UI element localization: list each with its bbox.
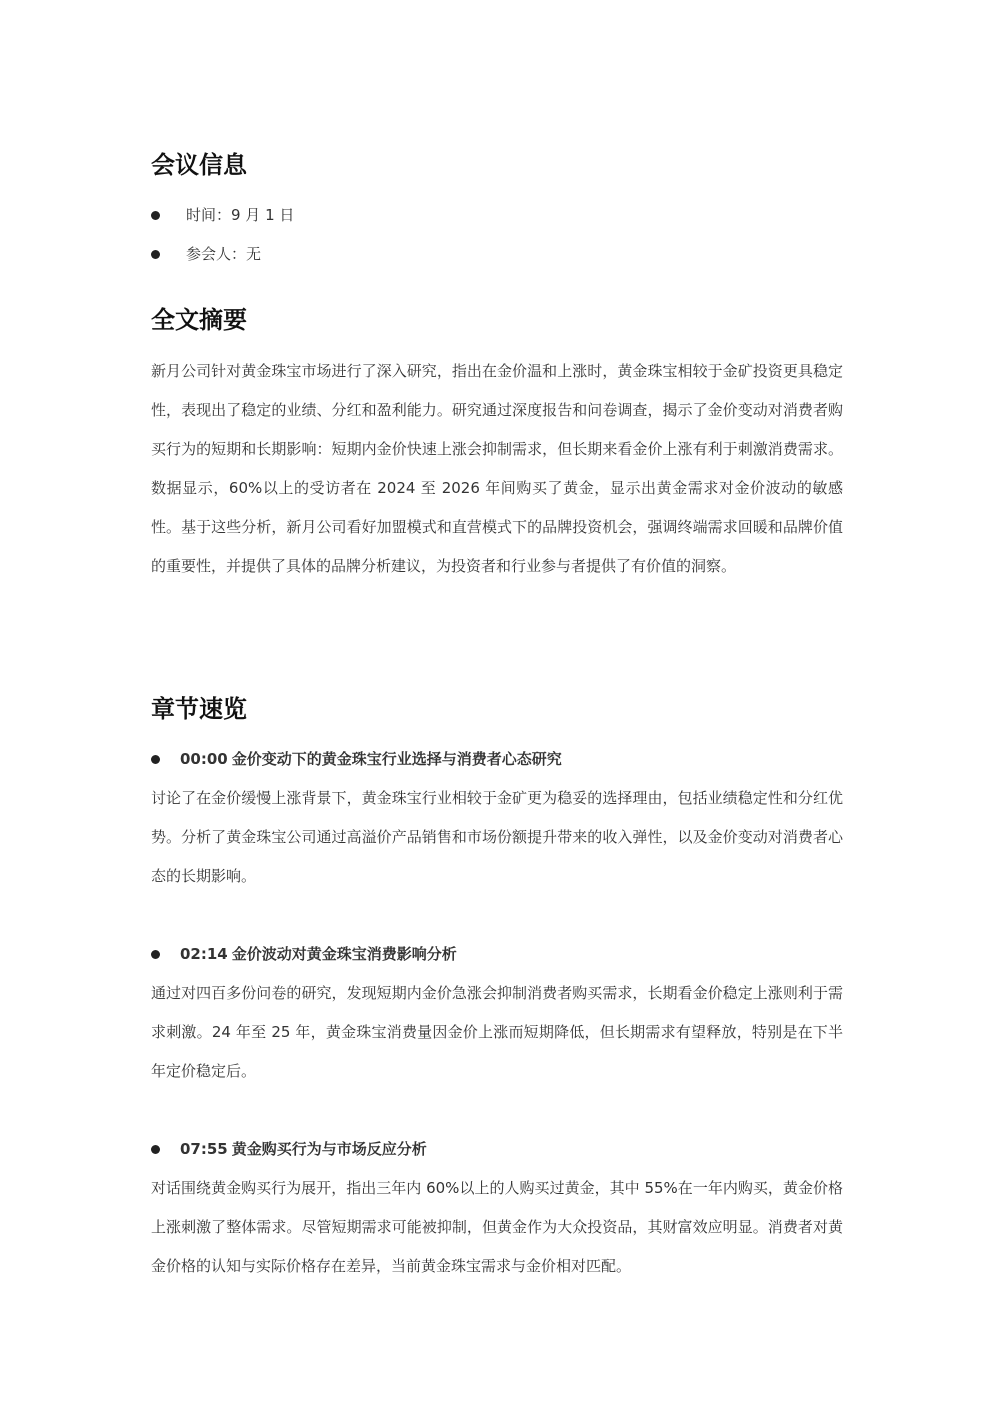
meeting-info-item-time <box>151 196 843 235</box>
chapters-heading: 章节速览 <box>151 695 247 723</box>
chapter-text: 通过对四百多份问卷的研究，发现短期内金价急涨会抑制消费者购买需求，长期看金价稳定上涨则利于需求刺激。24 年至 25 年，黄金珠宝消费量因金价上涨而短期降低，但长期需求有望释放，特别是在下半年定价稳定后。 <box>151 984 843 1080</box>
bullet-dot-icon <box>151 211 160 220</box>
meeting-info-heading: 会议信息 <box>151 151 247 179</box>
bullet-dot-icon <box>151 950 160 959</box>
chapter-title-text: 黄金购买行为与市场反应分析 <box>231 1140 427 1158</box>
bullet-dot-icon <box>151 1145 160 1154</box>
chapter-text: 对话围绕黄金购买行为展开，指出三年内 60%以上的人购买过黄金，其中 55%在一年内购买，黄金价格上涨刺激了整体需求。尽管短期需求可能被抑制，但黄金作为大众投资品，其财富效应明显。消费者对黄金价格的认知与实际价格存在差异，当前黄金珠宝需求与金价相对匹配。 <box>151 1179 843 1275</box>
chapter-title <box>180 935 457 974</box>
chapter-title-text: 金价波动对黄金珠宝消费影响分析 <box>231 945 457 963</box>
summary-text: 新月公司针对黄金珠宝市场进行了深入研究，指出在金价温和上涨时，黄金珠宝相较于金矿投资更具稳定性，表现出了稳定的业绩、分红和盈利能力。研究通过深度报告和问卷调查，揭示了金价变动对消费者购买行为的短期和长期影响：短期内金价快速上涨会抑制需求，但长期来看金价上涨有利于刺激消费需求。数据显示，60%以上的受访者在 2024 至 2026 年间购买了黄金，显示出黄金需求对金价波动的敏感性。基于这些分析，新月公司看好加盟模式和直营模式下的品牌投资机会，强调终端需求回暖和品牌价值的重要性，并提供了具体的品牌分析建议，为投资者和行业参与者提供了有价值的洞察。 <box>151 362 843 575</box>
chapter-item <box>151 1130 843 1169</box>
chapter-title <box>180 1130 427 1169</box>
meeting-time: 时间：9 月 1 日 <box>186 206 295 224</box>
meeting-info-item-attendees <box>151 235 843 274</box>
chapter-timestamp: 00:00 <box>180 750 228 768</box>
chapter-item <box>151 935 843 974</box>
chapter-timestamp: 07:55 <box>180 1140 228 1158</box>
chapter-title-text: 金价变动下的黄金珠宝行业选择与消费者心态研究 <box>231 750 562 768</box>
bullet-dot-icon <box>151 755 160 764</box>
chapter-title <box>180 740 562 779</box>
chapter-item <box>151 740 843 779</box>
bullet-dot-icon <box>151 250 160 259</box>
summary-heading: 全文摘要 <box>151 306 247 334</box>
meeting-attendees: 参会人：无 <box>186 245 262 263</box>
chapter-text: 讨论了在金价缓慢上涨背景下，黄金珠宝行业相较于金矿更为稳妥的选择理由，包括业绩稳定性和分红优势。分析了黄金珠宝公司通过高溢价产品销售和市场份额提升带来的收入弹性，以及金价变动对消费者心态的长期影响。 <box>151 789 843 885</box>
chapter-timestamp: 02:14 <box>180 945 228 963</box>
